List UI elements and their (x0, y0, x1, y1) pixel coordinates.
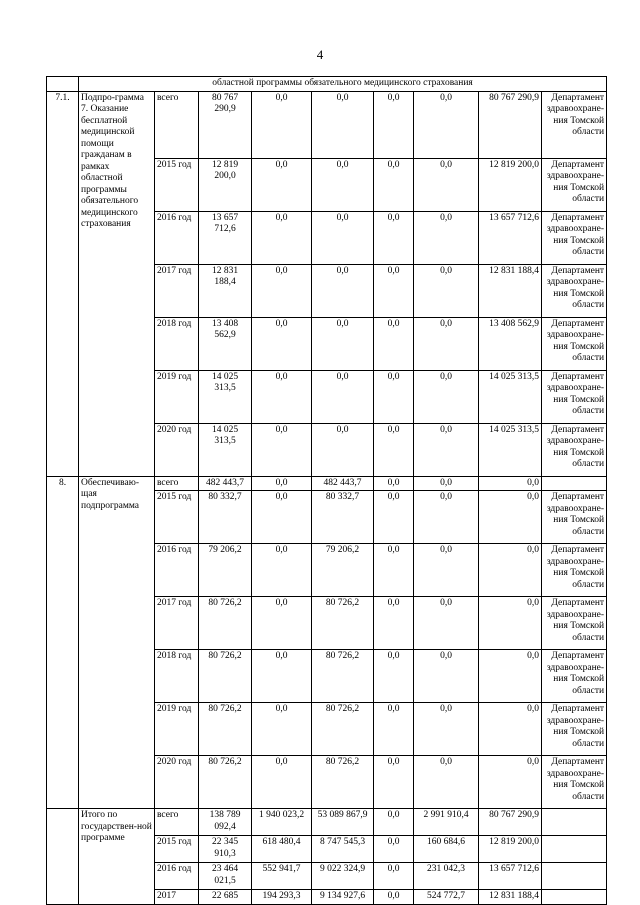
other-cell: 160 684,6 (414, 836, 479, 863)
regional-cell: 482 443,7 (312, 476, 374, 491)
table-row (47, 476, 607, 491)
regional-cell: 53 089 867,9 (312, 809, 374, 836)
regional-cell: 8 747 545,3 (312, 836, 374, 863)
other-cell: 0,0 (414, 476, 479, 491)
local-cell: 0,0 (374, 158, 414, 211)
local-cell: 0,0 (374, 863, 414, 890)
department-cell (542, 890, 607, 905)
local-cell: 0,0 (374, 650, 414, 703)
total-cell: 80 332,7 (199, 491, 252, 544)
oms-cell: 13 408 562,9 (479, 317, 542, 370)
year-cell: 2017 год (155, 264, 199, 317)
other-cell: 231 042,3 (414, 863, 479, 890)
federal-cell: 1 940 023,2 (252, 809, 312, 836)
year-cell: 2020 год (155, 756, 199, 809)
other-cell: 0,0 (414, 650, 479, 703)
oms-cell: 0,0 (479, 491, 542, 544)
section-name: Обеспечиваю-щая подпрограмма (79, 476, 155, 809)
local-cell: 0,0 (374, 91, 414, 158)
total-cell: 22 685 (199, 890, 252, 905)
other-cell: 0,0 (414, 264, 479, 317)
local-cell: 0,0 (374, 890, 414, 905)
total-cell: 14 025 313,5 (199, 423, 252, 476)
year-cell: всего (155, 91, 199, 158)
regional-cell: 80 332,7 (312, 491, 374, 544)
year-cell: 2020 год (155, 423, 199, 476)
federal-cell: 0,0 (252, 158, 312, 211)
oms-cell: 12 831 188,4 (479, 264, 542, 317)
federal-cell: 0,0 (252, 491, 312, 544)
year-cell: всего (155, 476, 199, 491)
total-cell: 80 767 290,9 (199, 91, 252, 158)
total-cell: 13 408 562,9 (199, 317, 252, 370)
federal-cell: 0,0 (252, 317, 312, 370)
department-cell: Департамент здравоохране-ния Томской области (542, 158, 607, 211)
year-cell: 2019 год (155, 370, 199, 423)
other-cell: 0,0 (414, 491, 479, 544)
federal-cell: 0,0 (252, 703, 312, 756)
total-cell: 14 025 313,5 (199, 370, 252, 423)
oms-cell: 0,0 (479, 703, 542, 756)
department-cell (542, 809, 607, 836)
federal-cell: 0,0 (252, 756, 312, 809)
federal-cell: 0,0 (252, 423, 312, 476)
total-cell: 80 726,2 (199, 756, 252, 809)
regional-cell: 80 726,2 (312, 597, 374, 650)
local-cell: 0,0 (374, 597, 414, 650)
total-cell: 22 345 910,3 (199, 836, 252, 863)
section-name: Итого по государствен-ной программе (79, 809, 155, 905)
local-cell: 0,0 (374, 317, 414, 370)
department-cell: Департамент здравоохране-ния Томской области (542, 703, 607, 756)
other-cell: 0,0 (414, 544, 479, 597)
year-cell: 2017 год (155, 597, 199, 650)
year-cell: 2018 год (155, 650, 199, 703)
local-cell: 0,0 (374, 756, 414, 809)
year-cell: 2017 (155, 890, 199, 905)
regional-cell: 0,0 (312, 91, 374, 158)
local-cell: 0,0 (374, 491, 414, 544)
regional-cell: 9 022 324,9 (312, 863, 374, 890)
total-cell: 482 443,7 (199, 476, 252, 491)
total-cell: 138 789 092,4 (199, 809, 252, 836)
other-cell: 0,0 (414, 317, 479, 370)
department-cell: Департамент здравоохране-ния Томской области (542, 264, 607, 317)
local-cell: 0,0 (374, 703, 414, 756)
federal-cell: 0,0 (252, 91, 312, 158)
year-cell: всего (155, 809, 199, 836)
oms-cell: 80 767 290,9 (479, 809, 542, 836)
oms-cell: 0,0 (479, 650, 542, 703)
department-cell: Департамент здравоохране-ния Томской области (542, 756, 607, 809)
local-cell: 0,0 (374, 370, 414, 423)
oms-cell: 12 831 188,4 (479, 890, 542, 905)
other-cell: 0,0 (414, 597, 479, 650)
department-cell (542, 836, 607, 863)
department-cell: Департамент здравоохране-ния Томской области (542, 370, 607, 423)
total-cell: 80 726,2 (199, 597, 252, 650)
other-cell: 0,0 (414, 756, 479, 809)
other-cell: 0,0 (414, 91, 479, 158)
financing-table (46, 76, 607, 905)
regional-cell: 0,0 (312, 317, 374, 370)
local-cell: 0,0 (374, 809, 414, 836)
department-cell: Департамент здравоохране-ния Томской области (542, 491, 607, 544)
year-cell: 2015 год (155, 836, 199, 863)
local-cell: 0,0 (374, 211, 414, 264)
department-cell: Департамент здравоохране-ния Томской области (542, 211, 607, 264)
year-cell: 2019 год (155, 703, 199, 756)
table-row (47, 91, 607, 158)
regional-cell: 0,0 (312, 211, 374, 264)
local-cell: 0,0 (374, 423, 414, 476)
total-cell: 23 464 021,5 (199, 863, 252, 890)
oms-cell: 0,0 (479, 476, 542, 491)
department-cell: Департамент здравоохране-ния Томской области (542, 597, 607, 650)
department-cell: Департамент здравоохране-ния Томской области (542, 544, 607, 597)
local-cell: 0,0 (374, 544, 414, 597)
local-cell: 0,0 (374, 836, 414, 863)
total-cell: 80 726,2 (199, 703, 252, 756)
department-cell: Департамент здравоохране-ния Томской области (542, 317, 607, 370)
regional-cell: 0,0 (312, 264, 374, 317)
oms-cell: 0,0 (479, 756, 542, 809)
other-cell: 2 991 910,4 (414, 809, 479, 836)
continuation-header-row (47, 77, 607, 92)
department-cell: Департамент здравоохране-ния Томской области (542, 650, 607, 703)
regional-cell: 79 206,2 (312, 544, 374, 597)
oms-cell: 0,0 (479, 544, 542, 597)
federal-cell: 0,0 (252, 264, 312, 317)
table-row (47, 809, 607, 836)
total-cell: 13 657 712,6 (199, 211, 252, 264)
oms-cell: 14 025 313,5 (479, 370, 542, 423)
oms-cell: 0,0 (479, 597, 542, 650)
total-cell: 12 831 188,4 (199, 264, 252, 317)
other-cell: 0,0 (414, 703, 479, 756)
federal-cell: 194 293,3 (252, 890, 312, 905)
section-name: Подпро-грамма 7. Оказание бесплатной медицинской помощи гражданам в рамках областной программы обязательного медицинского страхования (79, 91, 155, 476)
oms-cell: 12 819 200,0 (479, 836, 542, 863)
year-cell: 2016 год (155, 211, 199, 264)
regional-cell: 80 726,2 (312, 756, 374, 809)
federal-cell: 618 480,4 (252, 836, 312, 863)
other-cell: 0,0 (414, 423, 479, 476)
section-number (47, 809, 79, 905)
local-cell: 0,0 (374, 476, 414, 491)
oms-cell: 13 657 712,6 (479, 863, 542, 890)
year-cell: 2015 год (155, 491, 199, 544)
regional-cell: 0,0 (312, 158, 374, 211)
other-cell: 0,0 (414, 211, 479, 264)
oms-cell: 13 657 712,6 (479, 211, 542, 264)
federal-cell: 0,0 (252, 650, 312, 703)
department-cell (542, 863, 607, 890)
other-cell: 0,0 (414, 370, 479, 423)
regional-cell: 0,0 (312, 423, 374, 476)
other-cell: 0,0 (414, 158, 479, 211)
year-cell: 2018 год (155, 317, 199, 370)
continuation-header-text: областной программы обязательного медицинского страхования (79, 77, 607, 92)
federal-cell: 552 941,7 (252, 863, 312, 890)
oms-cell: 80 767 290,9 (479, 91, 542, 158)
regional-cell: 80 726,2 (312, 650, 374, 703)
total-cell: 12 819 200,0 (199, 158, 252, 211)
department-cell: Департамент здравоохране-ния Томской области (542, 423, 607, 476)
regional-cell: 80 726,2 (312, 703, 374, 756)
other-cell: 524 772,7 (414, 890, 479, 905)
total-cell: 80 726,2 (199, 650, 252, 703)
regional-cell: 9 134 927,6 (312, 890, 374, 905)
header-spacer (47, 77, 79, 92)
federal-cell: 0,0 (252, 597, 312, 650)
page-number: 4 (316, 47, 324, 62)
section-number: 7.1. (47, 91, 79, 476)
year-cell: 2015 год (155, 158, 199, 211)
oms-cell: 12 819 200,0 (479, 158, 542, 211)
department-cell: Департамент здравоохране-ния Томской области (542, 91, 607, 158)
department-cell (542, 476, 607, 491)
federal-cell: 0,0 (252, 476, 312, 491)
section-number: 8. (47, 476, 79, 809)
oms-cell: 14 025 313,5 (479, 423, 542, 476)
total-cell: 79 206,2 (199, 544, 252, 597)
year-cell: 2016 год (155, 863, 199, 890)
year-cell: 2016 год (155, 544, 199, 597)
federal-cell: 0,0 (252, 370, 312, 423)
regional-cell: 0,0 (312, 370, 374, 423)
local-cell: 0,0 (374, 264, 414, 317)
federal-cell: 0,0 (252, 544, 312, 597)
federal-cell: 0,0 (252, 211, 312, 264)
